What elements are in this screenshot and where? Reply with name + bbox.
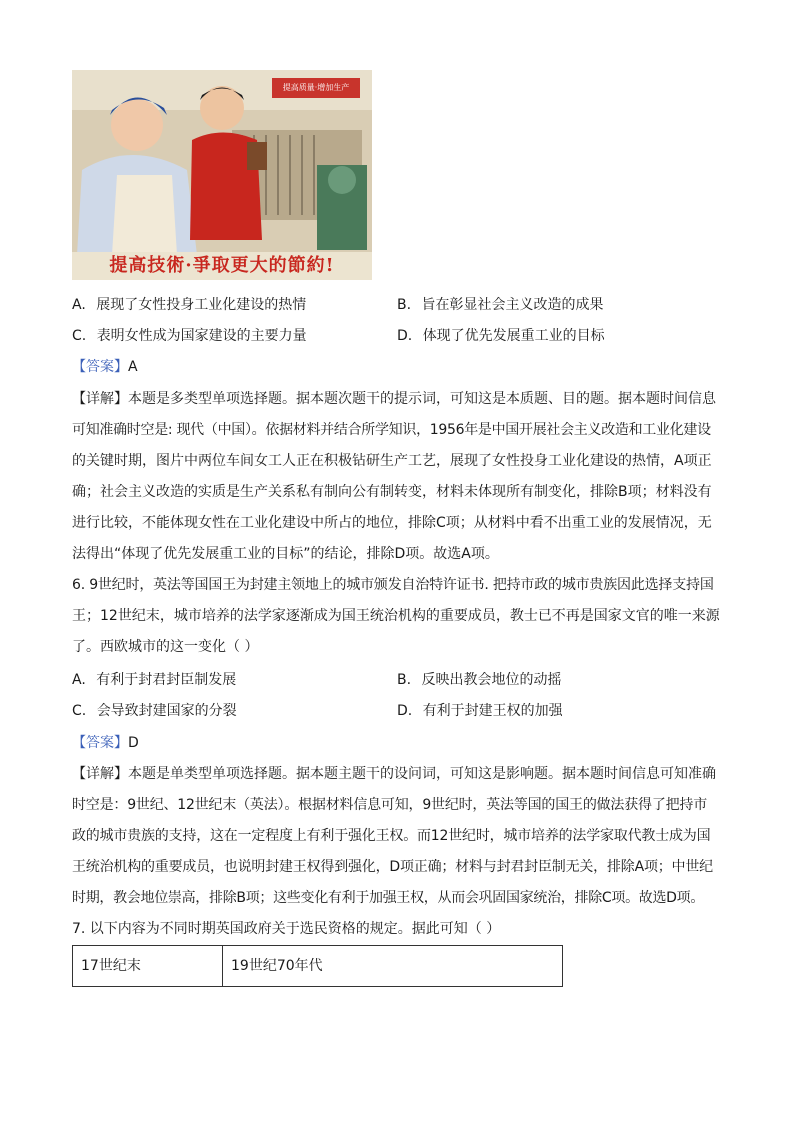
q6-stem-line-2: 王；12世纪末，城市培养的法学家逐渐成为国王统治机构的重要成员，教士已不再是国家文官的唯一来源: [72, 608, 720, 624]
q5-detail-line-3: 的关键时期，图片中两位车间女工人正在积极钻研生产工艺，展现了女性投身工业化建设的热情，A项正: [72, 453, 712, 469]
q6-answer: [72, 733, 139, 753]
q5-detail-line-1: [72, 389, 716, 409]
option-text: 反映出教会地位的动摇: [421, 672, 562, 688]
q5-option-c: [72, 326, 307, 346]
option-letter: D.: [397, 703, 413, 719]
answer-value: A: [128, 359, 138, 375]
q5-detail-line-2: 可知准确时空是: 现代（中国）。依据材料并结合所学知识，1956年是中国开展社会主义改造和工业化建设: [72, 422, 711, 438]
detail-label: 【详解】: [72, 391, 128, 407]
option-letter: B.: [397, 297, 412, 313]
q5-option-a: [72, 295, 306, 315]
poster-wall-slogan: 提高质量·增加生产: [282, 83, 350, 92]
option-text: 会导致封建国家的分裂: [96, 703, 237, 719]
option-text: 有利于封君封臣制发展: [96, 672, 237, 688]
q6-stem-line-1: 6. 9世纪时，英法等国国王为封建主领地上的城市颁发自治特许证书. 把持市政的城市贵族因此选择支持国: [72, 577, 714, 593]
option-letter: C.: [72, 328, 87, 344]
q6-option-b: [397, 670, 562, 690]
q5-option-b: [397, 295, 604, 315]
answer-label: 【答案】: [72, 359, 128, 375]
table-header-17th-century: 17世纪末: [73, 946, 223, 986]
answer-value: D: [128, 735, 139, 751]
q5-answer: [72, 357, 138, 377]
option-letter: D.: [397, 328, 413, 344]
detail-text: 本题是单类型单项选择题。据本题主题干的设问词，可知这是影响题。据本题时间信息可知准确: [128, 766, 716, 782]
option-letter: A.: [72, 672, 86, 688]
q6-detail-line-4: 王统治机构的重要成员，也说明封建王权得到强化，D项正确；材料与封君封臣制无关，排除A项；中世纪: [72, 859, 713, 875]
option-text: 体现了优先发展重工业的目标: [422, 328, 605, 344]
q6-detail-line-2: 时空是：9世纪、12世纪末（英法）。根据材料信息可知，9世纪时，英法等国的国王的做法获得了把持市: [72, 797, 708, 813]
q7-stem: 7. 以下内容为不同时期英国政府关于选民资格的规定。据此可知（ ）: [72, 921, 501, 937]
option-letter: A.: [72, 297, 86, 313]
option-letter: B.: [397, 672, 412, 688]
detail-text: 本题是多类型单项选择题。据本题次题干的提示词，可知这是本质题、目的题。据本题时间信息: [128, 391, 716, 407]
propaganda-poster-image: [72, 70, 372, 280]
q6-detail-line-1: [72, 764, 716, 784]
q5-option-d: [397, 326, 605, 346]
option-text: 有利于封建王权的加强: [422, 703, 563, 719]
q5-detail-line-6: 法得出“体现了优先发展重工业的目标”的结论，排除D项。故选A项。: [72, 546, 499, 562]
table-header-19th-century: 19世纪70年代: [231, 958, 323, 974]
q6-detail-line-5: 时期，教会地位崇高，排除B项；这些变化有利于加强王权，从而会巩固国家统治，排除C项。故选D项。: [72, 890, 705, 906]
q6-option-d: [397, 701, 563, 721]
q6-option-c: [72, 701, 237, 721]
option-text: 旨在彰显社会主义改造的成果: [421, 297, 604, 313]
answer-label: 【答案】: [72, 735, 128, 751]
q5-detail-line-4: 确；社会主义改造的实质是生产关系私有制向公有制转变，材料未体现所有制变化，排除B项；材料没有: [72, 484, 712, 500]
poster-banner-text: 提高技術·爭取更大的節約!: [109, 255, 335, 276]
option-text: 展现了女性投身工业化建设的热情: [96, 297, 307, 313]
option-text: 表明女性成为国家建设的主要力量: [96, 328, 307, 344]
detail-label: 【详解】: [72, 766, 128, 782]
q6-detail-line-3: 政的城市贵族的支持，这在一定程度上有利于强化王权。而12世纪时，城市培养的法学家取代教士成为国: [72, 828, 711, 844]
q6-stem-line-3: 了。西欧城市的这一变化（ ）: [72, 639, 259, 655]
q6-option-a: [72, 670, 236, 690]
q5-detail-line-5: 进行比较，不能体现女性在工业化建设中所占的地位，排除C项；从材料中看不出重工业的发展情况，无: [72, 515, 712, 531]
option-letter: C.: [72, 703, 87, 719]
voter-qualification-table: [72, 945, 563, 987]
